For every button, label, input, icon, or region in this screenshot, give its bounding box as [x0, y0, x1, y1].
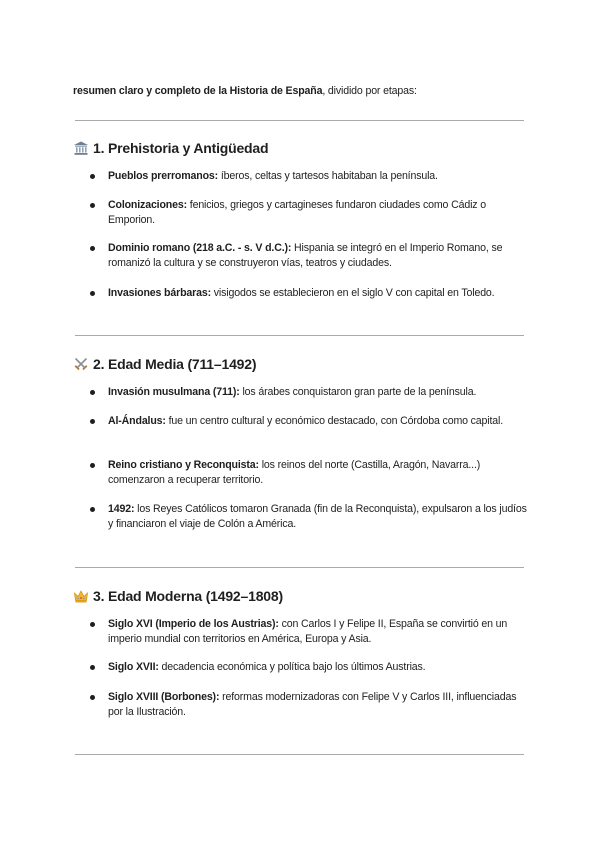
- item-text: decadencia económica y política bajo los últimos Austrias.: [158, 661, 426, 673]
- divider: [75, 335, 524, 336]
- list-item: [90, 690, 530, 720]
- item-label: Siglo XVII:: [108, 661, 159, 673]
- item-label: Siglo XVIII (Borbones):: [108, 691, 220, 703]
- item-label: 1492:: [108, 503, 135, 515]
- crossed-swords-icon: [73, 356, 89, 372]
- item-text: los reinos del norte (Castilla, Aragón, Navarra...) comenzaron a recuperar territorio.: [108, 459, 481, 486]
- bullet: [90, 390, 95, 395]
- section-title: 3. Edad Moderna (1492–1808): [93, 588, 283, 604]
- list-item: [90, 169, 530, 184]
- intro-bold: resumen claro y completo de la Historia de España: [73, 85, 323, 97]
- item-text: visigodos se establecieron en el siglo V con capital en Toledo.: [210, 287, 495, 299]
- intro-paragraph: [73, 84, 533, 98]
- divider: [75, 567, 524, 568]
- section-title: 1. Prehistoria y Antigüedad: [93, 140, 269, 156]
- bullet: [90, 622, 95, 627]
- item-text: fenicios, griegos y cartagineses fundaron ciudades como Cádiz o Emporion.: [108, 199, 486, 226]
- bullet: [90, 419, 95, 424]
- bullet: [90, 507, 95, 512]
- list-item: [90, 660, 530, 675]
- list-item: [90, 241, 530, 271]
- list-item: [90, 458, 530, 488]
- classical-building-icon: [73, 140, 89, 156]
- item-label: Pueblos prerromanos:: [108, 170, 219, 182]
- bullet: [90, 246, 95, 251]
- item-text: los árabes conquistaron gran parte de la península.: [239, 386, 477, 398]
- section-heading-1: [73, 139, 268, 157]
- section-heading-2: [73, 355, 256, 373]
- list-item: [90, 617, 530, 647]
- item-text: los Reyes Católicos tomaron Granada (fin de la Reconquista), expulsaron a los judíos y financiaron el viaje de Colón a América.: [108, 503, 527, 530]
- section-heading-3: [73, 587, 283, 605]
- bullet: [90, 665, 95, 670]
- list-item: [90, 502, 530, 532]
- item-label: Reino cristiano y Reconquista:: [108, 459, 259, 471]
- crown-icon: [73, 588, 89, 604]
- list-item: [90, 286, 530, 301]
- item-label: Invasiones bárbaras:: [108, 287, 211, 299]
- bullet: [90, 291, 95, 296]
- item-label: Dominio romano (218 a.C. - s. V d.C.):: [108, 242, 292, 254]
- item-text: reformas modernizadoras con Felipe V y Carlos III, influenciadas por la Ilustración.: [108, 691, 517, 718]
- bullet: [90, 463, 95, 468]
- item-text: Hispania se integró en el Imperio Romano, se romanizó la cultura y se construyeron vías, teatros y ciudades.: [108, 242, 503, 269]
- bullet: [90, 174, 95, 179]
- item-label: Al-Ándalus:: [108, 415, 166, 427]
- item-text: fue un centro cultural y económico destacado, con Córdoba como capital.: [165, 415, 504, 427]
- item-text: íberos, celtas y tartesos habitaban la península.: [218, 170, 438, 182]
- bullet: [90, 695, 95, 700]
- divider: [75, 120, 524, 121]
- list-item: [90, 385, 530, 400]
- item-label: Invasión musulmana (711):: [108, 386, 240, 398]
- list-item: [90, 198, 530, 228]
- item-label: Siglo XVI (Imperio de los Austrias):: [108, 618, 279, 630]
- divider: [75, 754, 524, 755]
- bullet: [90, 203, 95, 208]
- item-label: Colonizaciones:: [108, 199, 187, 211]
- section-title: 2. Edad Media (711–1492): [93, 356, 257, 372]
- item-text: con Carlos I y Felipe II, España se convirtió en un imperio mundial con territorios en América, Europa y Asia.: [108, 618, 508, 645]
- intro-rest: , dividido por etapas:: [322, 85, 417, 97]
- list-item: [90, 414, 530, 429]
